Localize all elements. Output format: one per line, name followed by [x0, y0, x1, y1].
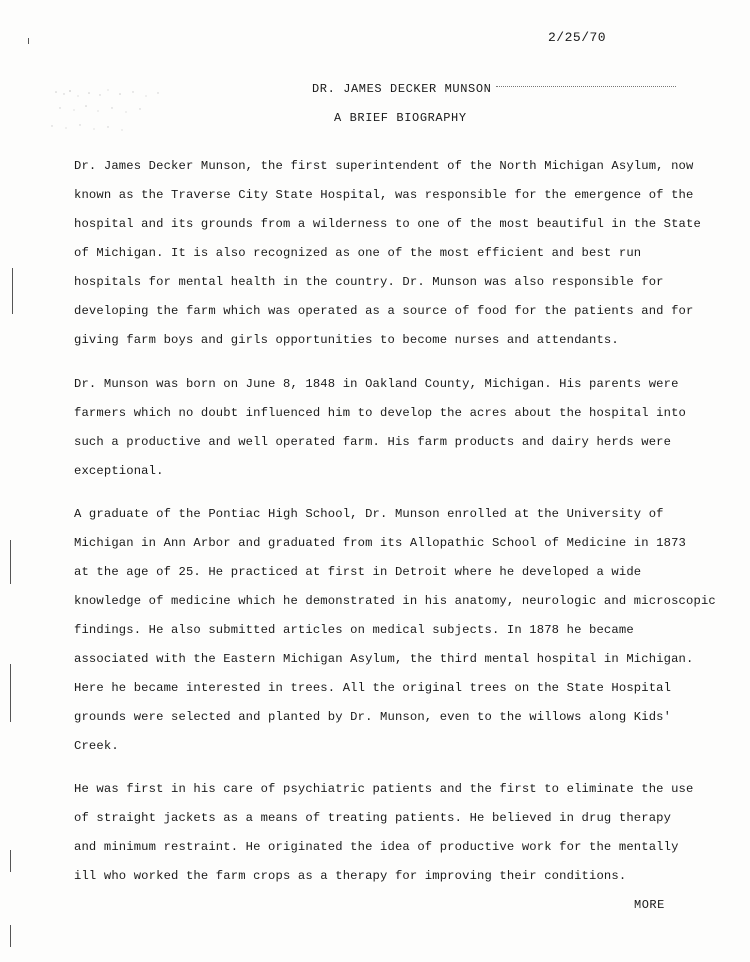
margin-mark [10, 850, 11, 872]
text-line: ill who worked the farm crops as a therapy for improving their conditions. [74, 869, 627, 883]
text-line: hospitals for mental health in the country. Dr. Munson was also responsible for [74, 275, 664, 289]
text-line: associated with the Eastern Michigan Asylum, the third mental hospital in Michigan. [74, 652, 694, 666]
text-line: giving farm boys and girls opportunities to become nurses and attendants. [74, 333, 619, 347]
text-line: of straight jackets as a means of treating patients. He believed in drug therapy [74, 811, 672, 825]
scan-noise-decoration [48, 82, 178, 140]
text-line: exceptional. [74, 464, 164, 478]
text-line: A graduate of the Pontiac High School, Dr. Munson enrolled at the University of [74, 507, 664, 521]
text-line: Dr. James Decker Munson, the first superintendent of the North Michigan Asylum, now [74, 159, 694, 173]
text-line: Michigan in Ann Arbor and graduated from its Allopathic School of Medicine in 1873 [74, 536, 687, 550]
text-line: developing the farm which was operated as a source of food for the patients and for [74, 304, 694, 318]
text-line: Here he became interested in trees. All the original trees on the State Hospital [74, 681, 672, 695]
page-title: DR. JAMES DECKER MUNSON [312, 82, 492, 96]
text-line: of Michigan. It is also recognized as one of the most efficient and best run [74, 246, 642, 260]
paragraph-1 [74, 152, 714, 355]
dotted-rule [496, 86, 676, 87]
paragraph-3 [74, 500, 714, 761]
margin-mark [10, 925, 11, 947]
margin-mark [10, 540, 11, 584]
text-line: farmers which no doubt influenced him to develop the acres about the hospital into [74, 406, 687, 420]
continuation-marker: MORE [634, 898, 665, 912]
page-subtitle: A BRIEF BIOGRAPHY [334, 111, 467, 125]
text-line: hospital and its grounds from a wilderness to one of the most beautiful in the State [74, 217, 701, 231]
paragraph-4 [74, 775, 714, 891]
text-line: grounds were selected and planted by Dr. Munson, even to the willows along Kids' [74, 710, 672, 724]
text-line: at the age of 25. He practiced at first in Detroit where he developed a wide [74, 565, 642, 579]
text-line: Dr. Munson was born on June 8, 1848 in Oakland County, Michigan. His parents were [74, 377, 679, 391]
text-line: known as the Traverse City State Hospital, was responsible for the emergence of the [74, 188, 694, 202]
margin-mark [12, 268, 13, 314]
text-line: knowledge of medicine which he demonstrated in his anatomy, neurologic and microscopic [74, 594, 716, 608]
margin-mark [28, 38, 29, 44]
margin-mark [10, 664, 11, 722]
text-line: and minimum restraint. He originated the idea of productive work for the mentally [74, 840, 679, 854]
text-line: such a productive and well operated farm. His farm products and dairy herds were [74, 435, 672, 449]
paragraph-2 [74, 370, 714, 486]
text-line: findings. He also submitted articles on medical subjects. In 1878 he became [74, 623, 634, 637]
text-line: Creek. [74, 739, 119, 753]
document-date: 2/25/70 [548, 30, 607, 45]
text-line: He was first in his care of psychiatric patients and the first to eliminate the use [74, 782, 694, 796]
